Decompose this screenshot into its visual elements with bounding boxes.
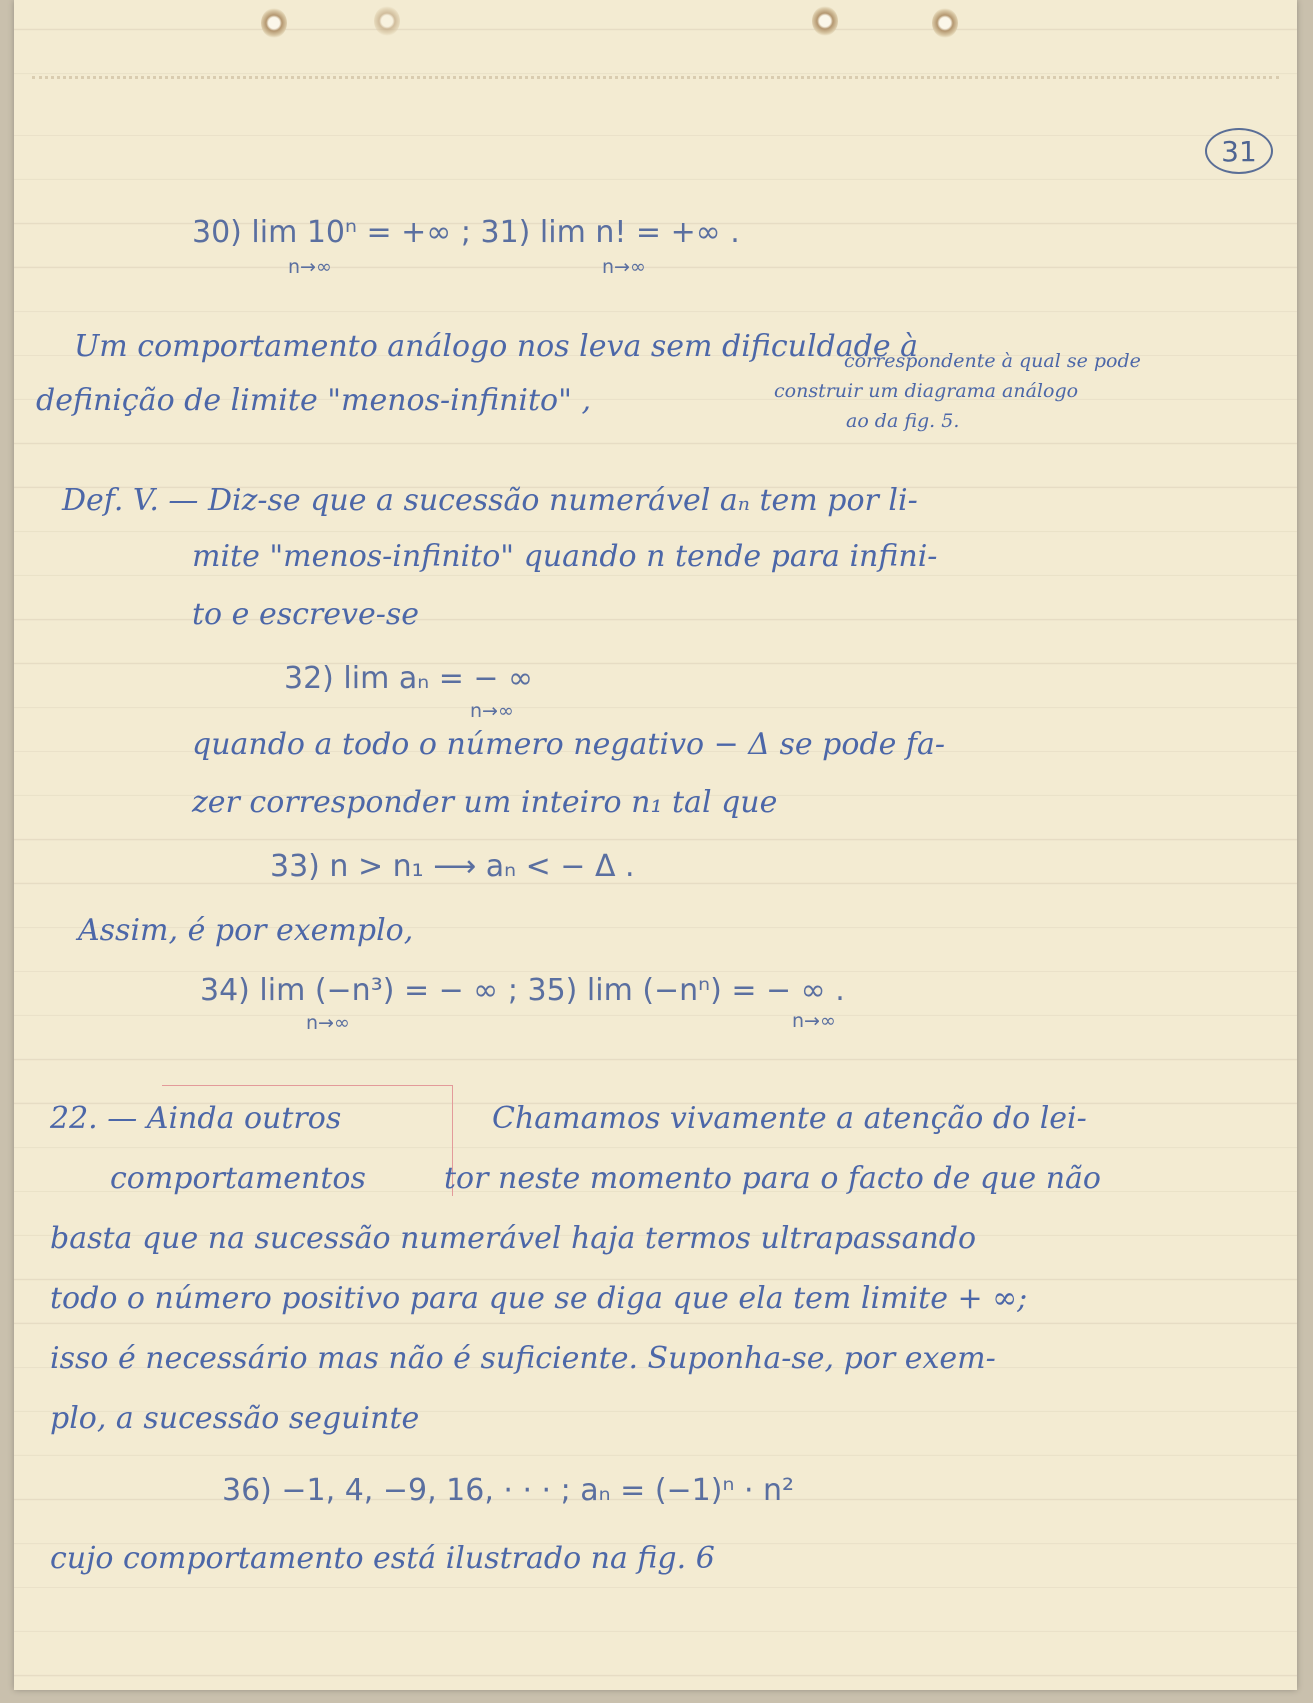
equation-34-35: 34) lim (−n³) = − ∞ ; 35) lim (−nⁿ) = − ∞ . [200, 973, 845, 1008]
text-line: basta que na sucessão numerável haja termos ultrapassando [50, 1221, 977, 1256]
equation-33: 33) n > n₁ ⟶ aₙ < − Δ . [270, 849, 635, 884]
text-line: Assim, é por exemplo, [78, 913, 414, 948]
perforation-line [32, 76, 1279, 79]
text-line: tor neste momento para o facto de que não [444, 1161, 1101, 1196]
text-line: zer corresponder um inteiro n₁ tal que [192, 785, 778, 820]
text-line: mite "menos-infinito" quando n tende para infini- [192, 539, 938, 574]
margin-note: ao da fig. 5. [846, 410, 960, 432]
definition-heading: Def. V. — Diz-se que a sucessão numerável aₙ tem por li- [62, 483, 918, 518]
text-line: plo, a sucessão seguinte [50, 1401, 420, 1436]
punch-hole [932, 8, 958, 38]
text-line: todo o número positivo para que se diga que ela tem limite + ∞; [50, 1281, 1028, 1316]
limit-subscript: n→∞ [602, 256, 646, 278]
limit-subscript: n→∞ [792, 1010, 836, 1032]
text-line: quando a todo o número negativo − Δ se pode fa- [192, 727, 946, 762]
text-line: Um comportamento análogo nos leva sem dificuldade à [74, 329, 919, 364]
text-line: to e escreve-se [192, 597, 419, 632]
text-line: isso é necessário mas não é suficiente. Suponha-se, por exem- [50, 1341, 996, 1376]
notebook-page [14, 0, 1297, 1690]
text-line: definição de limite "menos-infinito" , [36, 383, 591, 418]
margin-note: correspondente à qual se pode [844, 350, 1141, 372]
limit-subscript: n→∞ [306, 1012, 350, 1034]
section-heading-continued: comportamentos [110, 1161, 366, 1196]
limit-subscript: n→∞ [470, 700, 514, 722]
equation-30-31: 30) lim 10ⁿ = +∞ ; 31) lim n! = +∞ . [192, 215, 740, 250]
punch-hole [261, 8, 287, 38]
punch-hole [374, 6, 400, 36]
limit-subscript: n→∞ [288, 256, 332, 278]
equation-32: 32) lim aₙ = − ∞ [284, 661, 534, 696]
section-heading: 22. — Ainda outros [50, 1101, 342, 1136]
text-line: Chamamos vivamente a atenção do lei- [492, 1101, 1087, 1136]
text-line: cujo comportamento está ilustrado na fig. 6 [50, 1541, 715, 1576]
punch-hole [812, 6, 838, 36]
margin-note: construir um diagrama análogo [774, 380, 1079, 402]
page-number: 31 [1205, 128, 1273, 174]
equation-36: 36) −1, 4, −9, 16, · · · ; aₙ = (−1)ⁿ · n² [222, 1473, 795, 1508]
